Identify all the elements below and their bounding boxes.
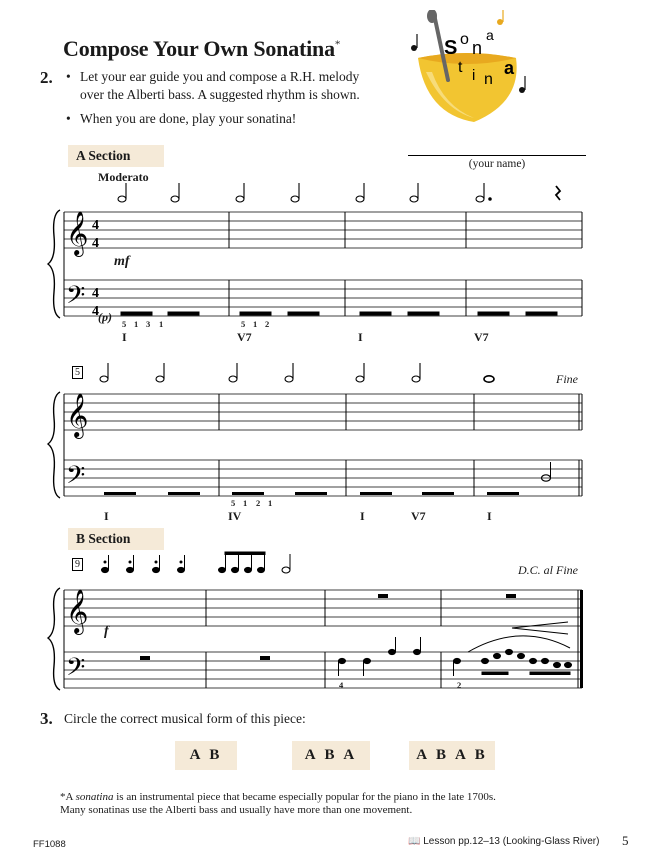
instruction-1-line-1: Let your ear guide you and compose a R.H. melody bbox=[80, 69, 360, 84]
name-label: (your name) bbox=[468, 158, 526, 170]
system-2-treble-staff bbox=[64, 394, 582, 430]
footnote-mark: *A bbox=[60, 791, 76, 803]
footnote-line-1 bbox=[60, 791, 496, 804]
system-3-brace bbox=[48, 588, 60, 690]
lesson-reference bbox=[408, 836, 599, 847]
chord-label-m6: IV bbox=[228, 509, 242, 523]
section-a-label: A Section bbox=[68, 145, 164, 167]
time-signature-top: 4 bbox=[92, 218, 99, 233]
fingering-m1-2: 1 bbox=[134, 319, 139, 329]
system-1 bbox=[48, 183, 582, 319]
question-3-number: 3. bbox=[40, 709, 53, 728]
system-1-barlines bbox=[64, 212, 582, 316]
system-1-brace bbox=[48, 210, 60, 318]
bullet-dot: • bbox=[66, 69, 71, 84]
system-2-rhythm bbox=[100, 363, 494, 382]
dynamic-mf: mf bbox=[114, 254, 130, 269]
quarter-rest-icon bbox=[556, 186, 560, 200]
system-2-bass-staff bbox=[64, 460, 582, 496]
chord-label-m1: I bbox=[122, 330, 127, 344]
logo-letter-t: t bbox=[458, 59, 463, 76]
answer-option-abab[interactable]: A B A B bbox=[409, 741, 495, 770]
logo-letter-s: S bbox=[444, 37, 458, 59]
treble-clef-icon: 𝄞 bbox=[66, 589, 89, 633]
instruction-2-line-1: When you are done, play your sonatina! bbox=[80, 111, 297, 126]
answer-option-aba[interactable]: A B A bbox=[292, 741, 370, 770]
measure-number-5: 5 bbox=[72, 366, 83, 379]
logo-letter-n: n bbox=[472, 38, 483, 58]
treble-clef-icon: 𝄞 bbox=[66, 393, 89, 437]
logo-letter-a1: a bbox=[486, 27, 494, 43]
system-1-rhythm bbox=[118, 183, 491, 202]
section-b-label: B Section bbox=[68, 528, 164, 550]
fingering-m6-1: 5 bbox=[231, 498, 236, 508]
title-footnote-mark: * bbox=[334, 38, 341, 51]
chord-label-m5: I bbox=[104, 509, 109, 523]
measure-number-9: 9 bbox=[72, 558, 83, 571]
final-barline bbox=[580, 590, 583, 688]
fingering-m2-2: 1 bbox=[253, 319, 258, 329]
footnote-term: sonatina bbox=[75, 791, 114, 803]
lesson-reference-text: Lesson pp.12–13 (Looking-Glass River) bbox=[423, 836, 600, 847]
fingering-m6-4: 1 bbox=[268, 498, 273, 508]
system-2-barlines bbox=[64, 394, 582, 496]
system-3-treble-staff bbox=[64, 590, 582, 626]
bass-clef-icon: 𝄢 bbox=[66, 653, 86, 688]
system-1-treble-staff bbox=[64, 212, 582, 248]
dynamic-p: (p) bbox=[98, 310, 112, 324]
fingering-m2-3: 2 bbox=[265, 319, 270, 329]
tempo-marking: Moderato bbox=[98, 170, 149, 184]
page-number: 5 bbox=[622, 833, 629, 848]
chord-label-m7b: V7 bbox=[411, 509, 426, 523]
logo-letter-a2: a bbox=[504, 58, 515, 78]
system-3-rests bbox=[140, 594, 516, 660]
time-signature-bottom-bass: 4 bbox=[92, 304, 99, 319]
treble-clef-icon: 𝄞 bbox=[66, 211, 89, 255]
fingering-m6-3: 2 bbox=[256, 498, 261, 508]
publisher-code: FF1088 bbox=[33, 839, 66, 850]
slur bbox=[468, 636, 570, 652]
question-2-number: 2. bbox=[40, 68, 53, 87]
instruction-1-line-2: over the Alberti bass. A suggested rhythm is shown. bbox=[80, 87, 360, 102]
fine-marking: Fine bbox=[556, 372, 578, 386]
bass-clef-icon: 𝄢 bbox=[66, 281, 86, 316]
system-2 bbox=[48, 363, 582, 498]
fingering-m1-4: 1 bbox=[159, 319, 164, 329]
dc-al-fine-marking: D.C. al Fine bbox=[518, 563, 578, 577]
chord-label-m4: V7 bbox=[474, 330, 489, 344]
chord-label-m2: V7 bbox=[237, 330, 252, 344]
dynamic-f: f bbox=[104, 624, 109, 639]
time-signature-bottom: 4 bbox=[92, 236, 99, 251]
logo-letter-n2: n bbox=[484, 71, 493, 88]
fingering-m2-1: 5 bbox=[241, 319, 246, 329]
logo-letter-i: i bbox=[472, 67, 476, 84]
question-3-text: Circle the correct musical form of this piece: bbox=[64, 711, 306, 726]
system-1-alberti-bass bbox=[121, 312, 557, 315]
answer-option-ab[interactable]: A B bbox=[175, 741, 237, 770]
system-3-rhythm bbox=[102, 552, 291, 573]
footnote bbox=[60, 791, 496, 817]
system-3 bbox=[48, 552, 583, 690]
chord-label-m8: I bbox=[487, 509, 492, 523]
chord-label-m7a: I bbox=[360, 509, 365, 523]
fingering-m6-2: 1 bbox=[243, 498, 248, 508]
system-1-bass-staff bbox=[64, 280, 582, 316]
footnote-line-1-text: is an instrumental piece that became especially popular for the piano in the late 1700s. bbox=[113, 791, 496, 803]
bullet-dot: • bbox=[66, 111, 71, 126]
chord-label-m3: I bbox=[358, 330, 363, 344]
fingering-m1-1: 5 bbox=[122, 319, 127, 329]
time-signature-top-bass: 4 bbox=[92, 286, 99, 301]
decrescendo-hairpin bbox=[512, 622, 568, 634]
book-icon: 📖 bbox=[408, 836, 421, 847]
system-2-brace bbox=[48, 392, 60, 498]
footnote-line-2: Many sonatinas use the Alberti bass and usually have more than one movement. bbox=[60, 804, 413, 816]
fingering-m12: 2 bbox=[457, 680, 462, 690]
fingering-m11: 4 bbox=[339, 680, 344, 690]
logo-letter-o: o bbox=[460, 31, 469, 48]
bass-clef-icon: 𝄢 bbox=[66, 461, 86, 496]
title-text: Compose Your Own Sonatina bbox=[63, 36, 335, 61]
fingering-m1-3: 3 bbox=[146, 319, 151, 329]
system-2-alberti-bass bbox=[104, 462, 551, 495]
